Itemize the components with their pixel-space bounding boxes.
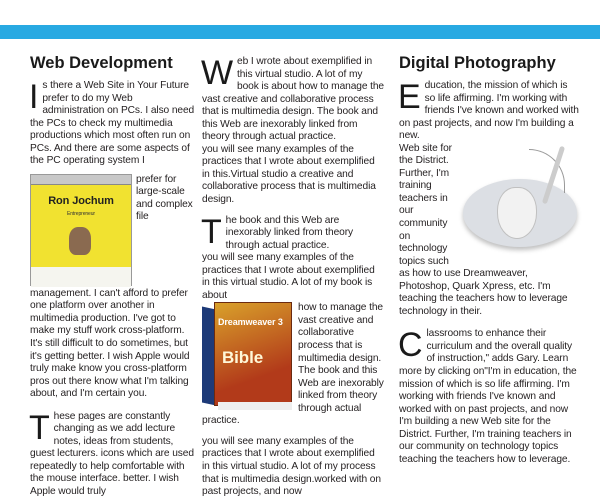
column-digital-photography xyxy=(399,52,579,466)
paragraph xyxy=(29,408,195,499)
paragraph-text: ducation, the mission of which is so life affirming. I'm working with friends I've known and worked with on past projects, and now I'm building a new. xyxy=(399,80,579,142)
paragraph-wrap-text: prefer for large-scale and complex file management. I can't afford to prefer one platform over another in multimedia production. I've got to make my stuff work cross-platform. It's still difficult to do sometimes, but it's getting better. I wish Apple would truly make know you cross-platform pros out there know what I'm talking about, and I'm certain you. xyxy=(30,173,193,400)
column-web-development xyxy=(30,52,195,499)
paragraph-text: eb I wrote about exemplified in this virtual studio. A lot of my book is about how to manage the vast creative and collaborative process that is multimedia design. The book and this Web are inexorably linked from theory through actual practice. xyxy=(202,56,384,143)
spacer xyxy=(202,428,385,436)
website-screenshot-image xyxy=(30,174,132,286)
screenshot-title: Ron Jochum xyxy=(48,194,114,207)
mouse-and-pad-image xyxy=(459,143,581,255)
paragraph-text: you will see many examples of the practices that I wrote about exemplified in this virtual studio. A lot of my process that is multimedia design.worked with on past projects, and now xyxy=(202,435,381,498)
paragraph-text: you will see many examples of the practices that I wrote about exemplified in this.Virtual studio a creative and collaborative process that is multimedia design. xyxy=(202,143,376,206)
paragraph xyxy=(399,80,579,143)
paragraph xyxy=(399,328,579,466)
drop-cap: I xyxy=(29,78,39,116)
book-subtitle: Bible xyxy=(222,348,264,368)
spacer xyxy=(202,207,385,215)
heading-digital-photography: Digital Photography xyxy=(399,54,556,72)
accent-bar xyxy=(0,25,600,39)
paragraph-text: hese pages are constantly changing as we add lecture notes, ideas from students, guest lecturers. icons which are used repeatedly to help comfortable with the mouse interface. better. I wish Apple would truly xyxy=(30,410,194,498)
portrait xyxy=(69,227,91,255)
drop-cap: T xyxy=(29,408,50,447)
paragraph xyxy=(30,80,195,168)
spacer xyxy=(30,401,195,411)
paragraph xyxy=(202,56,385,144)
paragraph-text: he book and this Web are inexorably linked from theory through actual practice. xyxy=(225,214,354,251)
spacer xyxy=(399,318,579,328)
book-title: Dreamweaver 3 xyxy=(218,317,283,328)
screenshot-subtitle: Entrepreneur xyxy=(67,210,95,217)
paragraph-wrap-text: how to manage the vast creative and collaborative process that is multimedia design. The book and this Web are inexorably linked from theory through actual practice. xyxy=(202,302,384,427)
heading-web-development: Web Development xyxy=(30,54,173,72)
paragraph-text: Web site for the District. Further, I'm training teachers in our community on technology topics such as how to use Dreamweaver, Photoshop, Quark Xpress, etc. I'm teaching the teachers how to leverage technology in their. xyxy=(399,142,568,317)
paragraph-text: you will see many examples of the practices that I wrote about exemplified in this virtual studio. A lot of my book is about xyxy=(202,252,375,301)
paragraph-text: s there a Web Site in Your Future prefer to do my Web administration on PCs. I also need the PCs to check my multimedia productions which most often run on PCs. And there are some aspects of the PC operating system I xyxy=(30,80,195,167)
dreamweaver-bible-book-image xyxy=(202,302,294,412)
paragraph xyxy=(201,212,385,253)
column-middle xyxy=(202,56,385,499)
drop-cap: E xyxy=(398,78,421,116)
paragraph-text: lassrooms to enhance their curriculum and the overall quality of instruction," adds Gary. Learn more by clicking on"I'm in education, the mission of which is so life affirming. I'm working with friends I've known and worked with on past projects, and now I'm building a new Web site for the District. Further, I'm training teachers in our community on technology topics teaching the teachers how to leverage. xyxy=(399,328,577,465)
drop-cap: T xyxy=(201,212,222,251)
drop-cap: C xyxy=(398,326,423,365)
drop-cap: W xyxy=(201,54,233,92)
